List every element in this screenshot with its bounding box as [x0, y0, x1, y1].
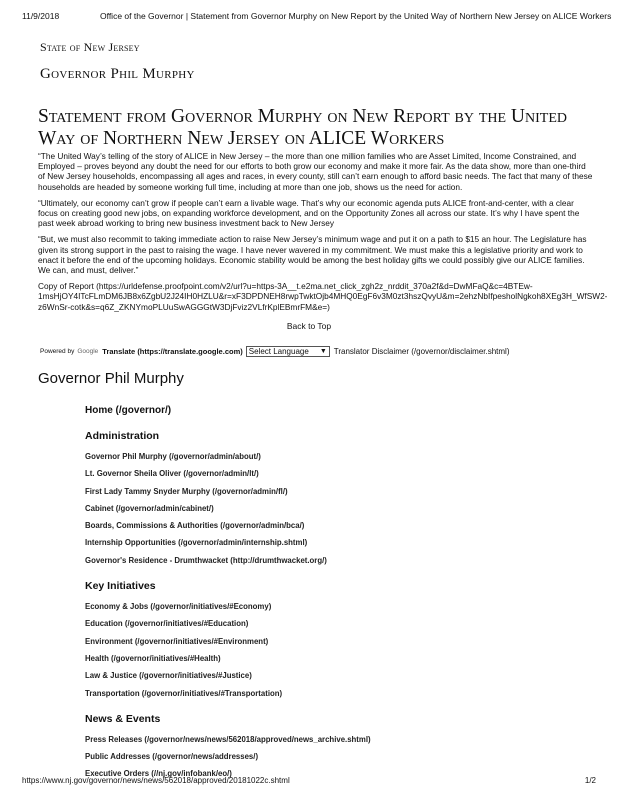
statement-title: Statement from Governor Murphy on New Report by the United Way of Northern New Jersey on ALICE Workers: [38, 106, 568, 149]
translate-link[interactable]: Translate (https://translate.google.com): [102, 347, 243, 356]
nav-section-title: Administration: [85, 430, 160, 442]
nav-link[interactable]: Transportation (/governor/initiatives/#Transportation): [85, 688, 283, 698]
statement-paragraph: “But, we must also recommit to taking immediate action to raise New Jersey’s minimum wage and put it on a path to $15 an hour. The Legislature has given its strong support in the past to raising the wage. I have never wavered in my commitment. We must make this a legislative priority and work to enact it before the end of the upcoming holidays. Economic stability would be among the best holiday gifts we could possibly give our ALICE families. We can, and must, deliver.”: [38, 234, 587, 276]
nav-link[interactable]: Press Releases (/governor/news/news/562018/approved/news_archive.shtml): [85, 734, 371, 744]
page-number: 1/2: [584, 776, 596, 785]
nav-link[interactable]: Economy & Jobs (/governor/initiatives/#Economy): [85, 602, 272, 612]
nav-link[interactable]: Environment (/governor/initiatives/#Environment): [85, 636, 269, 646]
google-logo: Google: [77, 348, 99, 355]
statement-body: [38, 151, 608, 318]
nav-section-title: Key Initiatives: [85, 580, 156, 593]
nav-link[interactable]: Lt. Governor Sheila Oliver (/governor/admin/lt/): [85, 469, 259, 479]
statement-paragraph: “The United Way’s telling of the story of ALICE in New Jersey – the more than one million families who are Asset Limited, Income Constrained, and Employed – proves beyond any doubt the need for our efforts to both grow our economy and make it more fair. As the data show, more than one-third of New Jersey households, encompassing all ages and races, in every county, still can’t earn enough to afford basic needs. The fact that many of these households are headed by someone working full time, including at more than one job, shows us the need for action.: [38, 151, 593, 192]
footer-nav: [85, 405, 585, 794]
nav-link[interactable]: Governor's Residence - Drumthwacket (http://drumthwacket.org/): [85, 555, 327, 565]
nav-link[interactable]: Executive Orders (//nj.gov/infobank/eo/): [85, 769, 232, 779]
nav-link[interactable]: Education (/governor/initiatives/#Education): [85, 619, 249, 629]
print-page-title: Office of the Governor | Statement from Governor Murphy on New Report by the United Way of Northern New Jersey on ALICE Workers: [100, 11, 612, 21]
language-select[interactable]: [246, 346, 330, 357]
translate-bar: [40, 346, 510, 357]
nav-section-administration: [85, 430, 585, 573]
nav-link[interactable]: Public Addresses (/governor/news/addresses/): [85, 752, 259, 762]
nav-link[interactable]: Cabinet (/governor/admin/cabinet/): [85, 503, 214, 513]
translator-disclaimer-link[interactable]: Translator Disclaimer (/governor/disclaimer.shtml): [333, 347, 510, 356]
language-select-value: Select Language: [248, 347, 309, 356]
nav-link[interactable]: Health (/governor/initiatives/#Health): [85, 653, 221, 663]
nav-link[interactable]: Law & Justice (/governor/initiatives/#Justice): [85, 671, 252, 681]
chevron-down-icon: ▼: [319, 348, 327, 355]
nav-section-key-initiatives: [85, 580, 585, 706]
nav-link[interactable]: Governor Phil Murphy (/governor/admin/about/): [85, 452, 261, 461]
governor-link[interactable]: Governor Phil Murphy: [40, 66, 195, 82]
nav-section-title: News & Events: [85, 712, 161, 725]
nav-link[interactable]: Internship Opportunities (/governor/admin/internship.shtml): [85, 538, 308, 548]
print-url: https://www.nj.gov/governor/news/news/562018/approved/20181022c.shtml: [22, 776, 290, 785]
state-link[interactable]: State of New Jersey: [40, 40, 140, 54]
nav-link[interactable]: Boards, Commissions & Authorities (/governor/admin/bca/): [85, 521, 305, 531]
back-to-top-link[interactable]: Back to Top: [286, 321, 332, 331]
statement-paragraph: “Ultimately, our economy can’t grow if people can’t earn a livable wage. That’s why our economic agenda puts ALICE front-and-center, with a clear focus on creating good new jobs, on expanding workforce development, and on the Opportunity Zones all across our state. It’s why I have spent the past week abroad working to bring new business investment back to New Jersey: [38, 197, 580, 229]
footer-title: Governor Phil Murphy: [38, 370, 184, 387]
nav-home-link[interactable]: Home (/governor/): [85, 405, 172, 416]
print-date: 11/9/2018: [22, 11, 60, 21]
copy-of-report-link[interactable]: Copy of Report (https://urldefense.proofpoint.com/v2/url?u=https-3A__t.e2ma.net_click_zgh2z_nrddit_370a2f&d=DwMFaQ&c=4BTEw-1msHjOY4ITcFLmDM6JB8x6ZgbU2J24IH0HZLU&r=xF3DPDNEH8rwpTwktOjb4MHQ0EgF6v3M0zt3hszQvyU&m=2ehzNbIfpesholNgkoh8XEg3H_WfSW2-z6WnSr-cotk&s=q6Z_ZKNYmoPLUuSwAGGGtW3DjFviz2VLfrKplEBmrFM&e=): [38, 281, 608, 312]
nav-link[interactable]: First Lady Tammy Snyder Murphy (/governor/admin/fl/): [85, 486, 288, 496]
powered-by-label: Powered by: [40, 348, 75, 355]
